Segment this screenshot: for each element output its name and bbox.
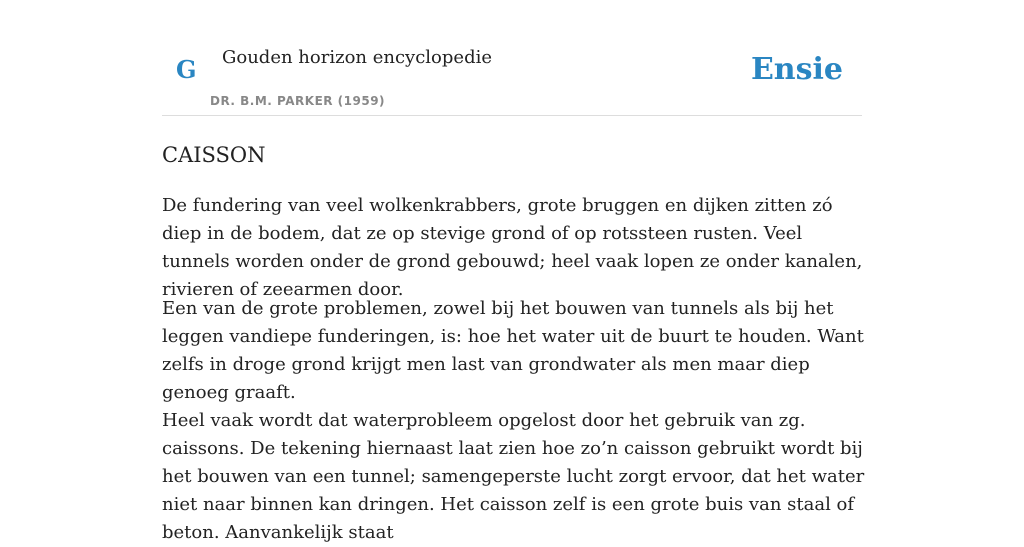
book-title-link[interactable]: Gouden horizon encyclopedie (222, 47, 492, 68)
book-author: DR. B.M. PARKER (1959) (210, 94, 386, 108)
book-logo[interactable]: G (176, 55, 197, 84)
entry-paragraph: De fundering van veel wolkenkrabbers, grote bruggen en dijken zitten zó diep in de bodem, dat ze op stevige grond of op rotssteen rusten. Veel tunnels worden onder de grond gebouwd; heel vaak lopen ze onder kanalen, rivieren of zeearmen door. (162, 195, 863, 300)
book-header (162, 0, 862, 116)
entry-paragraph: Heel vaak wordt dat waterprobleem opgelost door het gebruik van zg. caissons. De tekening hiernaast laat zien hoe zo’n caisson gebruikt wordt bij het bouwen van een tunnel; samengeperste lucht zorgt ervoor, dat het water niet naar binnen kan dringen. Het caisson zelf is een grote buis van staal of beton. Aanvankelijk staat (162, 410, 865, 543)
entry-title: CAISSON (162, 143, 266, 167)
ensie-brand-logo[interactable]: Ensie (750, 52, 843, 87)
page-container (162, 0, 865, 543)
entry-paragraph: Een van de grote problemen, zowel bij het bouwen van tunnels als bij het leggen vandiepe funderingen, is: hoe het water uit de buurt te houden. Want zelfs in droge grond krijgt men last van grondwater als men maar diep genoeg graaft. (162, 298, 864, 403)
